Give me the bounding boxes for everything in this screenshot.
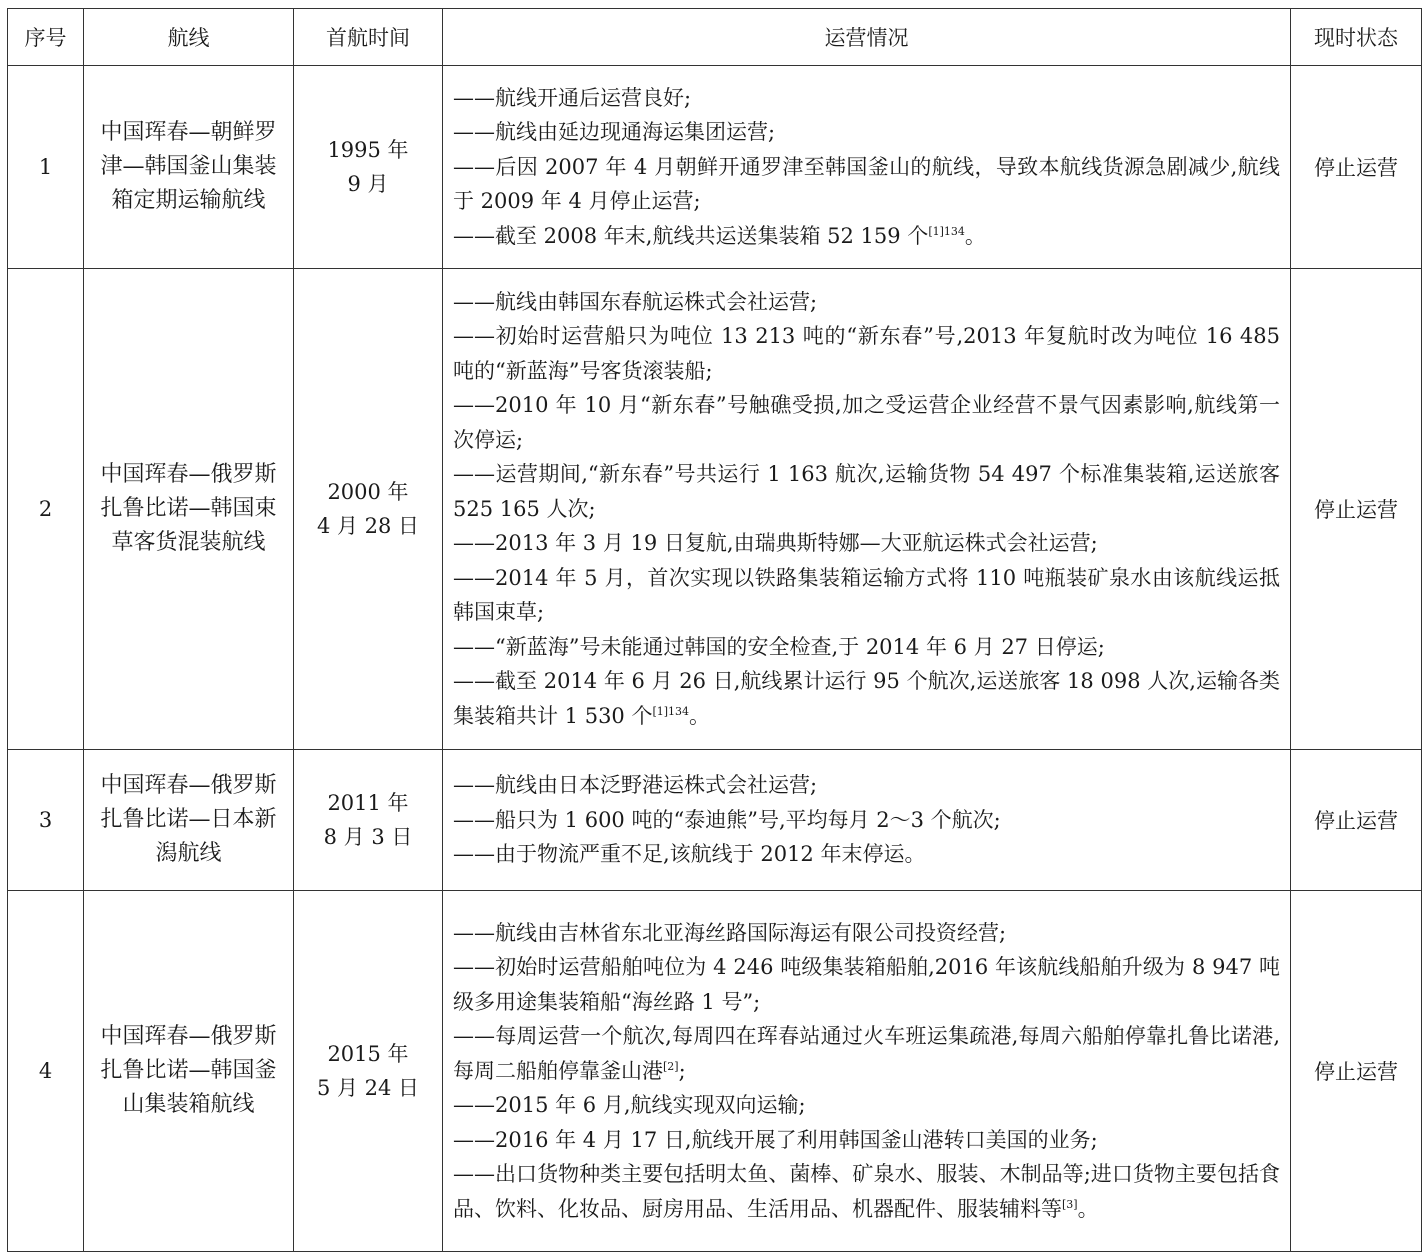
- citation-ref: [2]: [663, 1059, 679, 1073]
- operation-line: ——船只为 1 600 吨的“泰迪熊”号,平均每月 2～3 个航次;: [453, 807, 1001, 832]
- citation-ref: [1]134: [928, 224, 965, 238]
- date-month-day: 9 月: [347, 172, 389, 196]
- table-row: [8, 269, 1422, 750]
- operations-cell: [443, 750, 1291, 891]
- operation-line: ——2016 年 4 月 17 日,航线开展了利用韩国釜山港转口美国的业务;: [453, 1127, 1098, 1152]
- table-header-row: [8, 9, 1422, 66]
- operation-line: ——2013 年 3 月 19 日复航,由瑞典斯特娜—大亚航运株式会社运营;: [453, 531, 1098, 556]
- operations-cell: [443, 66, 1291, 269]
- date-year: 2000 年: [327, 480, 409, 504]
- date-year: 2015 年: [327, 1042, 409, 1066]
- date-month-day: 4 月 28 日: [316, 514, 420, 538]
- date-year: 2011 年: [327, 791, 409, 815]
- route-name: 中国珲春—朝鲜罗津—韩国釜山集装箱定期运输航线: [84, 66, 294, 269]
- route-name: 中国珲春—俄罗斯扎鲁比诺—日本新潟航线: [84, 750, 294, 891]
- table-row: [8, 891, 1422, 1252]
- operation-line: ——2015 年 6 月,航线实现双向运输;: [453, 1093, 806, 1118]
- operation-line: ——截至 2014 年 6 月 26 日,航线累计运行 95 个航次,运送旅客 18 098 人次,运输各类集装箱共计 1 530 个$^{[1]134}$。: [453, 669, 1280, 728]
- status-cell: 停止运营: [1291, 269, 1422, 750]
- date-year: 1995 年: [327, 138, 409, 162]
- route-name: 中国珲春—俄罗斯扎鲁比诺—韩国束草客货混装航线: [84, 269, 294, 750]
- operation-line: ——航线开通后运营良好;: [453, 85, 692, 110]
- status-cell: 停止运营: [1291, 891, 1422, 1252]
- date-month-day: 8 月 3 日: [323, 825, 413, 849]
- first-voyage-date: [294, 269, 443, 750]
- header-first-voyage: 首航时间: [294, 9, 443, 66]
- operation-line: ——航线由韩国东春航运株式会社运营;: [453, 289, 818, 314]
- operations-cell: [443, 891, 1291, 1252]
- operation-line: ——出口货物种类主要包括明太鱼、菌棒、矿泉水、服装、木制品等;进口货物主要包括食品、饮料、化妆品、厨房用品、生活用品、机器配件、服装辅料等[3]。: [453, 1162, 1280, 1221]
- first-voyage-date: [294, 891, 443, 1252]
- operation-line: ——截至 2008 年末,航线共运送集装箱 52 159 个$^{[1]134}$。: [453, 223, 986, 248]
- status-cell: 停止运营: [1291, 66, 1422, 269]
- operation-line: ——由于物流严重不足,该航线于 2012 年末停运。: [453, 842, 926, 867]
- operation-line: ——航线由日本泛野港运株式会社运营;: [453, 773, 818, 798]
- operations-cell: [443, 269, 1291, 750]
- row-number: 1: [8, 66, 84, 269]
- operation-line: ——航线由延边现通海运集团运营;: [453, 120, 776, 145]
- first-voyage-date: [294, 66, 443, 269]
- header-status: 现时状态: [1291, 9, 1422, 66]
- operation-line: ——运营期间,“新东春”号共运行 1 163 航次,运输货物 54 497 个标准集装箱,运送旅客 525 165 人次;: [453, 462, 1280, 521]
- operation-line: ——每周运营一个航次,每周四在珲春站通过火车班运集疏港,每周六船舶停靠扎鲁比诺港,每周二船舶停靠釜山港[2];: [453, 1024, 1280, 1083]
- operation-line: ——2014 年 5 月，首次实现以铁路集装箱运输方式将 110 吨瓶装矿泉水由该航线运抵韩国束草;: [453, 565, 1280, 625]
- operation-line: ——2010 年 10 月“新东春”号触礁受损,加之受运营企业经营不景气因素影响,航线第一次停运;: [453, 393, 1280, 452]
- operation-line: ——后因 2007 年 4 月朝鲜开通罗津至韩国釜山的航线，导致本航线货源急剧减少,航线于 2009 年 4 月停止运营;: [453, 154, 1280, 214]
- row-number: 2: [8, 269, 84, 750]
- header-operations: 运营情况: [443, 9, 1291, 66]
- shipping-routes-table: [7, 8, 1422, 1252]
- header-route: 航线: [84, 9, 294, 66]
- citation-ref: [1]134: [652, 704, 690, 718]
- citation-ref: [3]: [1062, 1197, 1078, 1211]
- row-number: 3: [8, 750, 84, 891]
- operation-line: ——“新蓝海”号未能通过韩国的安全检查,于 2014 年 6 月 27 日停运;: [453, 634, 1105, 659]
- row-number: 4: [8, 891, 84, 1252]
- table-row: [8, 66, 1422, 269]
- operation-line: ——初始时运营船舶吨位为 4 246 吨级集装箱船舶,2016 年该航线船舶升级为 8 947 吨级多用途集装箱船“海丝路 1 号”;: [453, 955, 1280, 1014]
- status-cell: 停止运营: [1291, 750, 1422, 891]
- header-num: 序号: [8, 9, 84, 66]
- route-name: 中国珲春—俄罗斯扎鲁比诺—韩国釜山集装箱航线: [84, 891, 294, 1252]
- table-row: [8, 750, 1422, 891]
- operation-line: ——航线由吉林省东北亚海丝路国际海运有限公司投资经营;: [453, 920, 1007, 945]
- date-month-day: 5 月 24 日: [316, 1076, 420, 1100]
- first-voyage-date: [294, 750, 443, 891]
- operation-line: ——初始时运营船只为吨位 13 213 吨的“新东春”号,2013 年复航时改为吨位 16 485 吨的“新蓝海”号客货滚装船;: [453, 324, 1280, 383]
